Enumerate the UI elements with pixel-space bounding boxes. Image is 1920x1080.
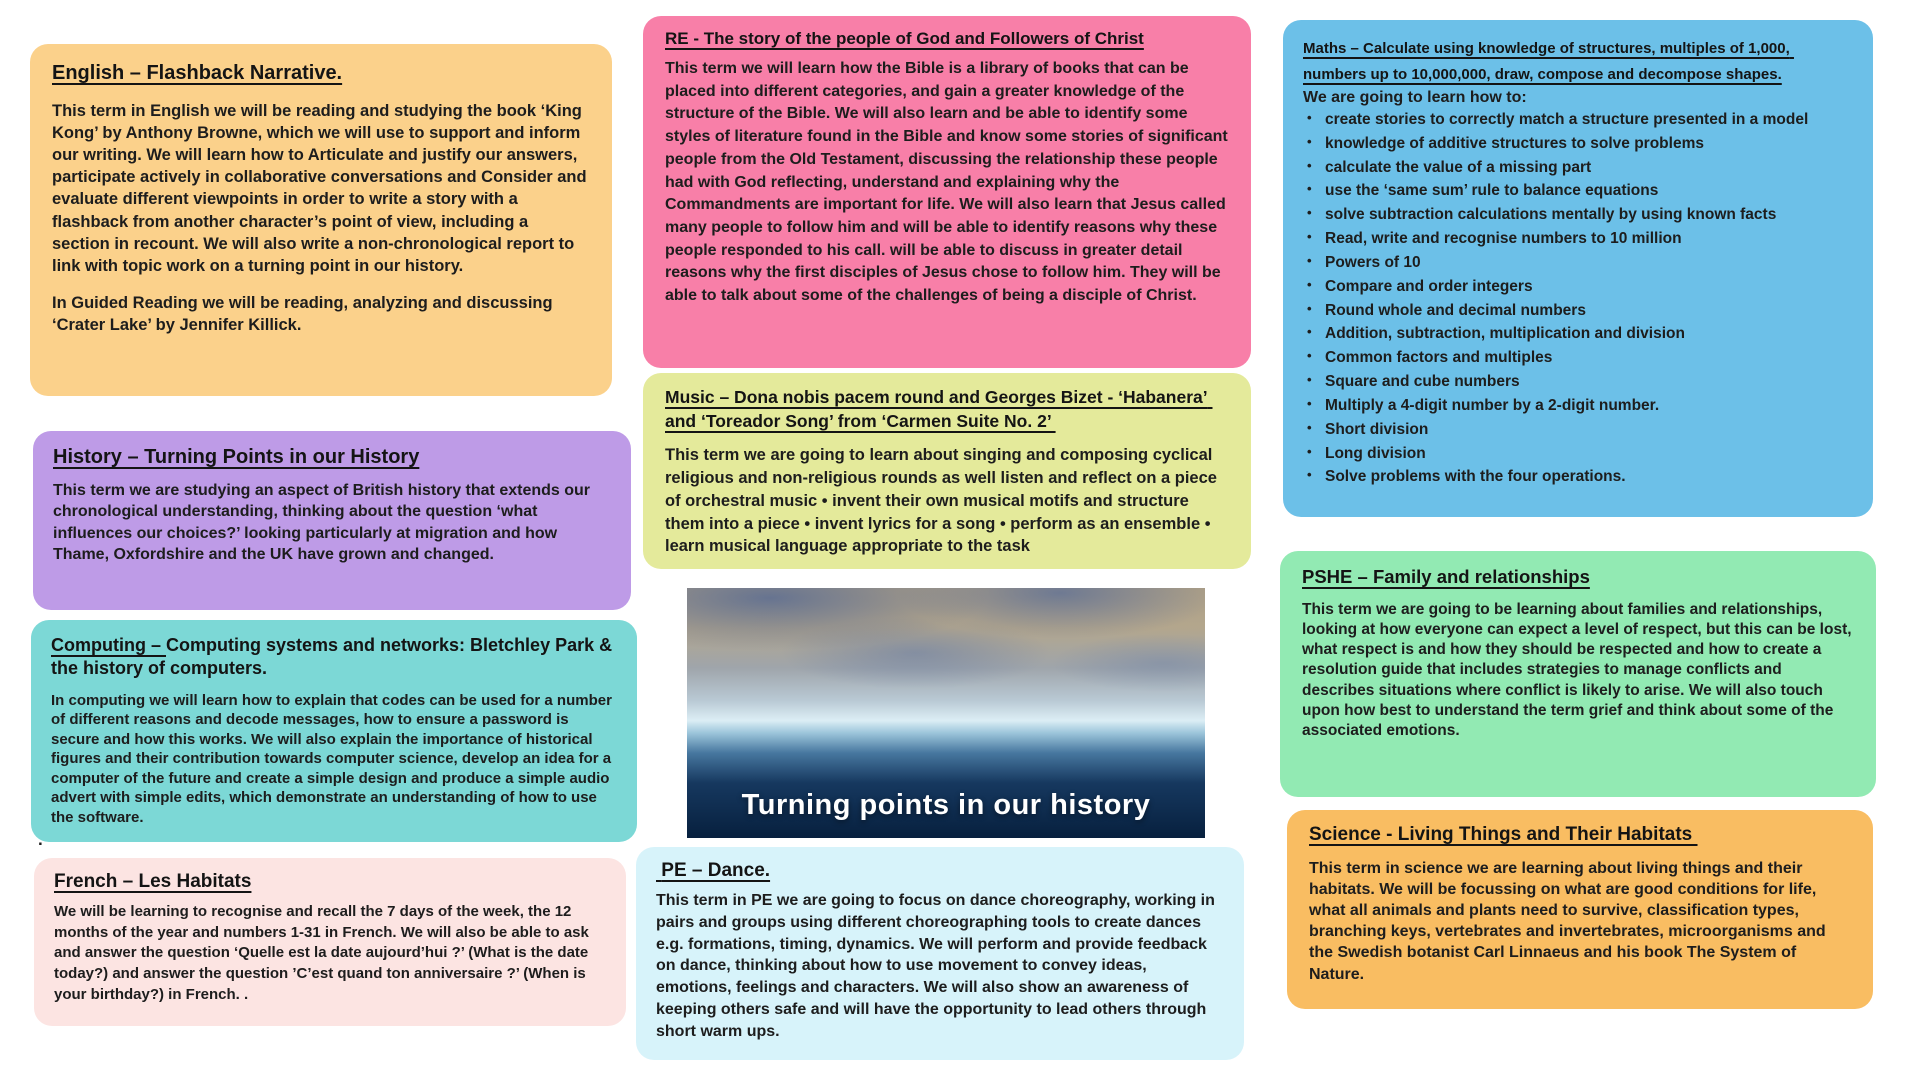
maths-bullet-item: • Multiply a 4-digit number by a 2-digit number.: [1303, 396, 1853, 416]
computing-title-subject: Computing –: [51, 635, 166, 655]
computing-body: In computing we will learn how to explain that codes can be used for a number of different reasons and decode messages, how to ensure a password is secure and how this works. We will also explain the importance of historical figures and their contribution towards computer science, develop an idea for a computer of the future and create a simple design and produce a simple audio advert with simple edits, which demonstrate an understanding of how to use the software.: [51, 691, 612, 826]
maths-bullet-item: • Compare and order integers: [1303, 277, 1853, 297]
history-body: This term we are studying an aspect of British history that extends our chronological understanding, thinking about the question ‘what influences our choices?’ looking particularly at migration and how Thame, Oxfordshire and the UK have grown and changed.: [53, 482, 590, 563]
maths-bullet-item: • calculate the value of a missing part: [1303, 158, 1853, 178]
maths-bullet-item: • Addition, subtraction, multiplication and division: [1303, 324, 1853, 344]
music-body: This term we are going to learn about singing and composing cyclical religious and non-religious rounds as well listen and reflect on a piece of orchestral music • invent their own musical motifs and structure them into a piece • invent lyrics for a song • perform as an ensemble • learn musical language appropriate to the task: [665, 446, 1217, 556]
french-body: We will be learning to recognise and recall the 7 days of the week, the 12 months of the year and numbers 1-31 in French. We will also be able to ask and answer the question ‘Quelle est la date aujourd’hui ?’ (What is the date today?) and answer the question ’C’est quand ton anniversaire ?’ (When is your birthday?) in French. .: [54, 903, 589, 1003]
maths-bullet-item: • solve subtraction calculations mentally by using known facts: [1303, 205, 1853, 225]
computing-title-topic: Computing systems and networks: Bletchley Park & the history of computers.: [51, 635, 618, 679]
english-body-paragraph-2: In Guided Reading we will be reading, analyzing and discussing ‘Crater Lake’ by Jennifer Killick.: [52, 293, 553, 334]
maths-bullet-item: • Short division: [1303, 420, 1853, 440]
pshe-card: [1280, 551, 1876, 797]
pe-body: This term in PE we are going to focus on dance choreography, working in pairs and groups using different choreographing tools to create dances e.g. formations, timing, dynamics. We will perform and provide feedback on dance, thinking about how to use movement to convey ideas, emotions, feelings and characters. We will also show an awareness of keeping others safe and will have the opportunity to lead others through short warm ups.: [656, 892, 1215, 1040]
computing-card: [31, 620, 637, 842]
music-card: [643, 373, 1251, 569]
re-body: This term we will learn how the Bible is a library of books that can be placed into different categories, and gain a greater knowledge of the structure of the Bible. We will also learn and be able to identify some styles of literature found in the Bible and know some stories of significant people from the Old Testament, discussing the relationship these people had with God reflecting, understand and explaining why the Commandments are important for life. We will also learn that Jesus called many people to follow him and will be able to identify reasons why these people responded to his call. will be able to discuss in greater detail reasons why the first disciples of Jesus chose to follow him. They will be able to talk about some of the challenges of being a disciple of Christ.: [665, 60, 1228, 305]
maths-bullet-item: • Solve problems with the four operations.: [1303, 467, 1853, 487]
maths-bullet-item: • create stories to correctly match a structure presented in a model: [1303, 110, 1853, 130]
maths-bullet-item: • Common factors and multiples: [1303, 348, 1853, 368]
maths-bullet-item: • Square and cube numbers: [1303, 372, 1853, 392]
history-title: History – Turning Points in our History: [53, 446, 420, 468]
pshe-body: This term we are going to be learning about families and relationships, looking at how everyone can expect a level of respect, but this can be lost, what respect is and how they should be respected and how to create a resolution guide that includes strategies to manage conflicts and describes situations where conflict is likely to arise. We will also touch upon how best to understand the term grief and think about some of the associated emotions.: [1302, 601, 1852, 739]
pe-title: PE – Dance.: [656, 860, 771, 881]
maths-bullet-item: • knowledge of additive structures to solve problems: [1303, 134, 1853, 154]
maths-bullet-item: • Round whole and decimal numbers: [1303, 301, 1853, 321]
french-card: [34, 858, 626, 1026]
re-card: [643, 16, 1251, 368]
maths-bullet-item: • Read, write and recognise numbers to 10 million: [1303, 229, 1853, 249]
history-card: [33, 431, 631, 610]
re-title: RE - The story of the people of God and Followers of Christ: [665, 29, 1144, 48]
maths-card: [1283, 20, 1873, 517]
music-title: Music – Dona nobis pacem round and Georges Bizet - ‘Habanera’ and ‘Toreador Song’ from ‘Carmen Suite No. 2’: [665, 387, 1213, 431]
english-title: English – Flashback Narrative.: [52, 62, 343, 84]
science-body: This term in science we are learning about living things and their habitats. We will be focussing on what are good conditions for life, what all animals and plants need to survive, classification types, branching keys, vertebrates and invertebrates, microorganisms and the Swedish botanist Carl Linnaeus and his book The System of Nature.: [1309, 860, 1826, 983]
science-card: [1287, 810, 1873, 1009]
pshe-title: PSHE – Family and relationships: [1302, 566, 1590, 587]
maths-title: Maths – Calculate using knowledge of structures, multiples of 1,000, numbers up to 10,000,000, draw, compose and decompose shapes.: [1303, 40, 1794, 83]
pe-card: [636, 847, 1244, 1060]
stray-period: .: [38, 830, 43, 849]
french-title: French – Les Habitats: [54, 871, 252, 892]
english-card: [30, 44, 612, 396]
hero-image-earth-from-space: [687, 588, 1205, 838]
maths-bullet-list: [1303, 110, 1853, 487]
maths-bullet-item: • use the ‘same sum’ rule to balance equations: [1303, 181, 1853, 201]
english-body-paragraph-1: This term in English we will be reading and studying the book ‘King Kong’ by Anthony Browne, which we will use to support and inform our writing. We will learn how to Articulate and justify our answers, participate actively in collaborative conversations and Consider and evaluate different viewpoints in order to write a story with a flashback from another character’s point of view, including a section in recount. We will also write a non-chronological report to link with topic work on a turning point in our history.: [52, 102, 587, 275]
maths-bullet-item: • Long division: [1303, 444, 1853, 464]
hero-image-caption: Turning points in our history: [741, 789, 1151, 821]
maths-intro: We are going to learn how to:: [1303, 89, 1527, 106]
computing-title: [51, 634, 617, 681]
maths-bullet-item: • Powers of 10: [1303, 253, 1853, 273]
science-title: Science - Living Things and Their Habitats: [1309, 824, 1698, 845]
